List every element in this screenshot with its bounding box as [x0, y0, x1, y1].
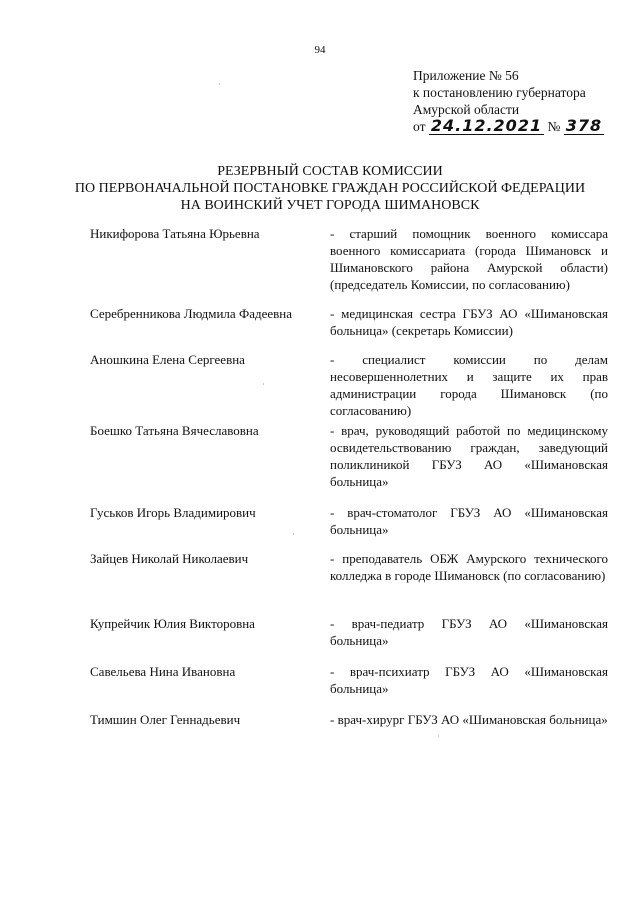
member-name: Серебренникова Людмила Фадеевна	[90, 306, 293, 321]
scan-speck: ·	[218, 80, 221, 89]
member-role: - врач-психиатр ГБУЗ АО «Шимановская больница»	[330, 664, 608, 696]
annex-line-2: к постановлению губернатора	[413, 85, 586, 100]
scan-speck: ·	[292, 530, 295, 539]
number-sign: №	[547, 119, 561, 134]
member-role: - врач, руководящий работой по медицинскому освидетельствованию граждан, заведующий поликлиникой ГБУЗ АО «Шимановская больница»	[330, 423, 608, 489]
member-role: - старший помощник военного комиссара военного комиссариата (города Шимановск и Шимановского района Амурской области) (председатель Комиссии, по согласованию)	[330, 226, 608, 292]
member-name: Савельева Нина Ивановна	[90, 664, 236, 679]
member-role: - врач-хирург ГБУЗ АО «Шимановская больница»	[330, 712, 608, 727]
member-role: - врач-стоматолог ГБУЗ АО «Шимановская больница»	[330, 505, 608, 537]
title-line-2: ПО ПЕРВОНАЧАЛЬНОЙ ПОСТАНОВКЕ ГРАЖДАН РОССИЙСКОЙ ФЕДЕРАЦИИ	[74, 181, 586, 196]
annex-header	[413, 67, 628, 135]
member-name: Аношкина Елена Сергеевна	[90, 352, 245, 367]
handwritten-date: 24.12.2021	[430, 116, 543, 135]
member-name: Никифорова Татьяна Юрьевна	[90, 226, 260, 241]
document-title	[70, 163, 590, 214]
scan-speck: ·	[262, 380, 265, 389]
member-role: - медицинская сестра ГБУЗ АО «Шимановская больница» (секретарь Комиссии)	[330, 306, 608, 338]
member-name: Боешко Татьяна Вячеславовна	[90, 423, 259, 438]
member-name: Тимшин Олег Геннадьевич	[90, 712, 241, 727]
page-number: 94	[314, 44, 326, 56]
annex-date-line	[413, 118, 628, 135]
handwritten-number: 378	[565, 116, 603, 135]
member-name: Купрейчик Юлия Викторовна	[90, 616, 255, 631]
member-role: - преподаватель ОБЖ Амурского технического колледжа в городе Шимановск (по согласованию)	[330, 551, 608, 583]
date-prefix: от	[413, 119, 426, 134]
scan-speck: ·	[437, 732, 440, 741]
member-role: - врач-педиатр ГБУЗ АО «Шимановская больница»	[330, 616, 608, 648]
annex-line-3: Амурской области	[413, 102, 520, 117]
member-name: Зайцев Николай Николаевич	[90, 551, 249, 566]
member-role: - специалист комиссии по делам несовершеннолетних и защите их прав администрации города Шимановск (по согласованию)	[330, 352, 608, 418]
member-name: Гуськов Игорь Владимирович	[90, 505, 256, 520]
title-line-3: НА ВОИНСКИЙ УЧЕТ ГОРОДА ШИМАНОВСК	[180, 198, 480, 213]
title-line-1: РЕЗЕРВНЫЙ СОСТАВ КОМИССИИ	[217, 164, 443, 179]
annex-line-1: Приложение № 56	[413, 68, 519, 83]
